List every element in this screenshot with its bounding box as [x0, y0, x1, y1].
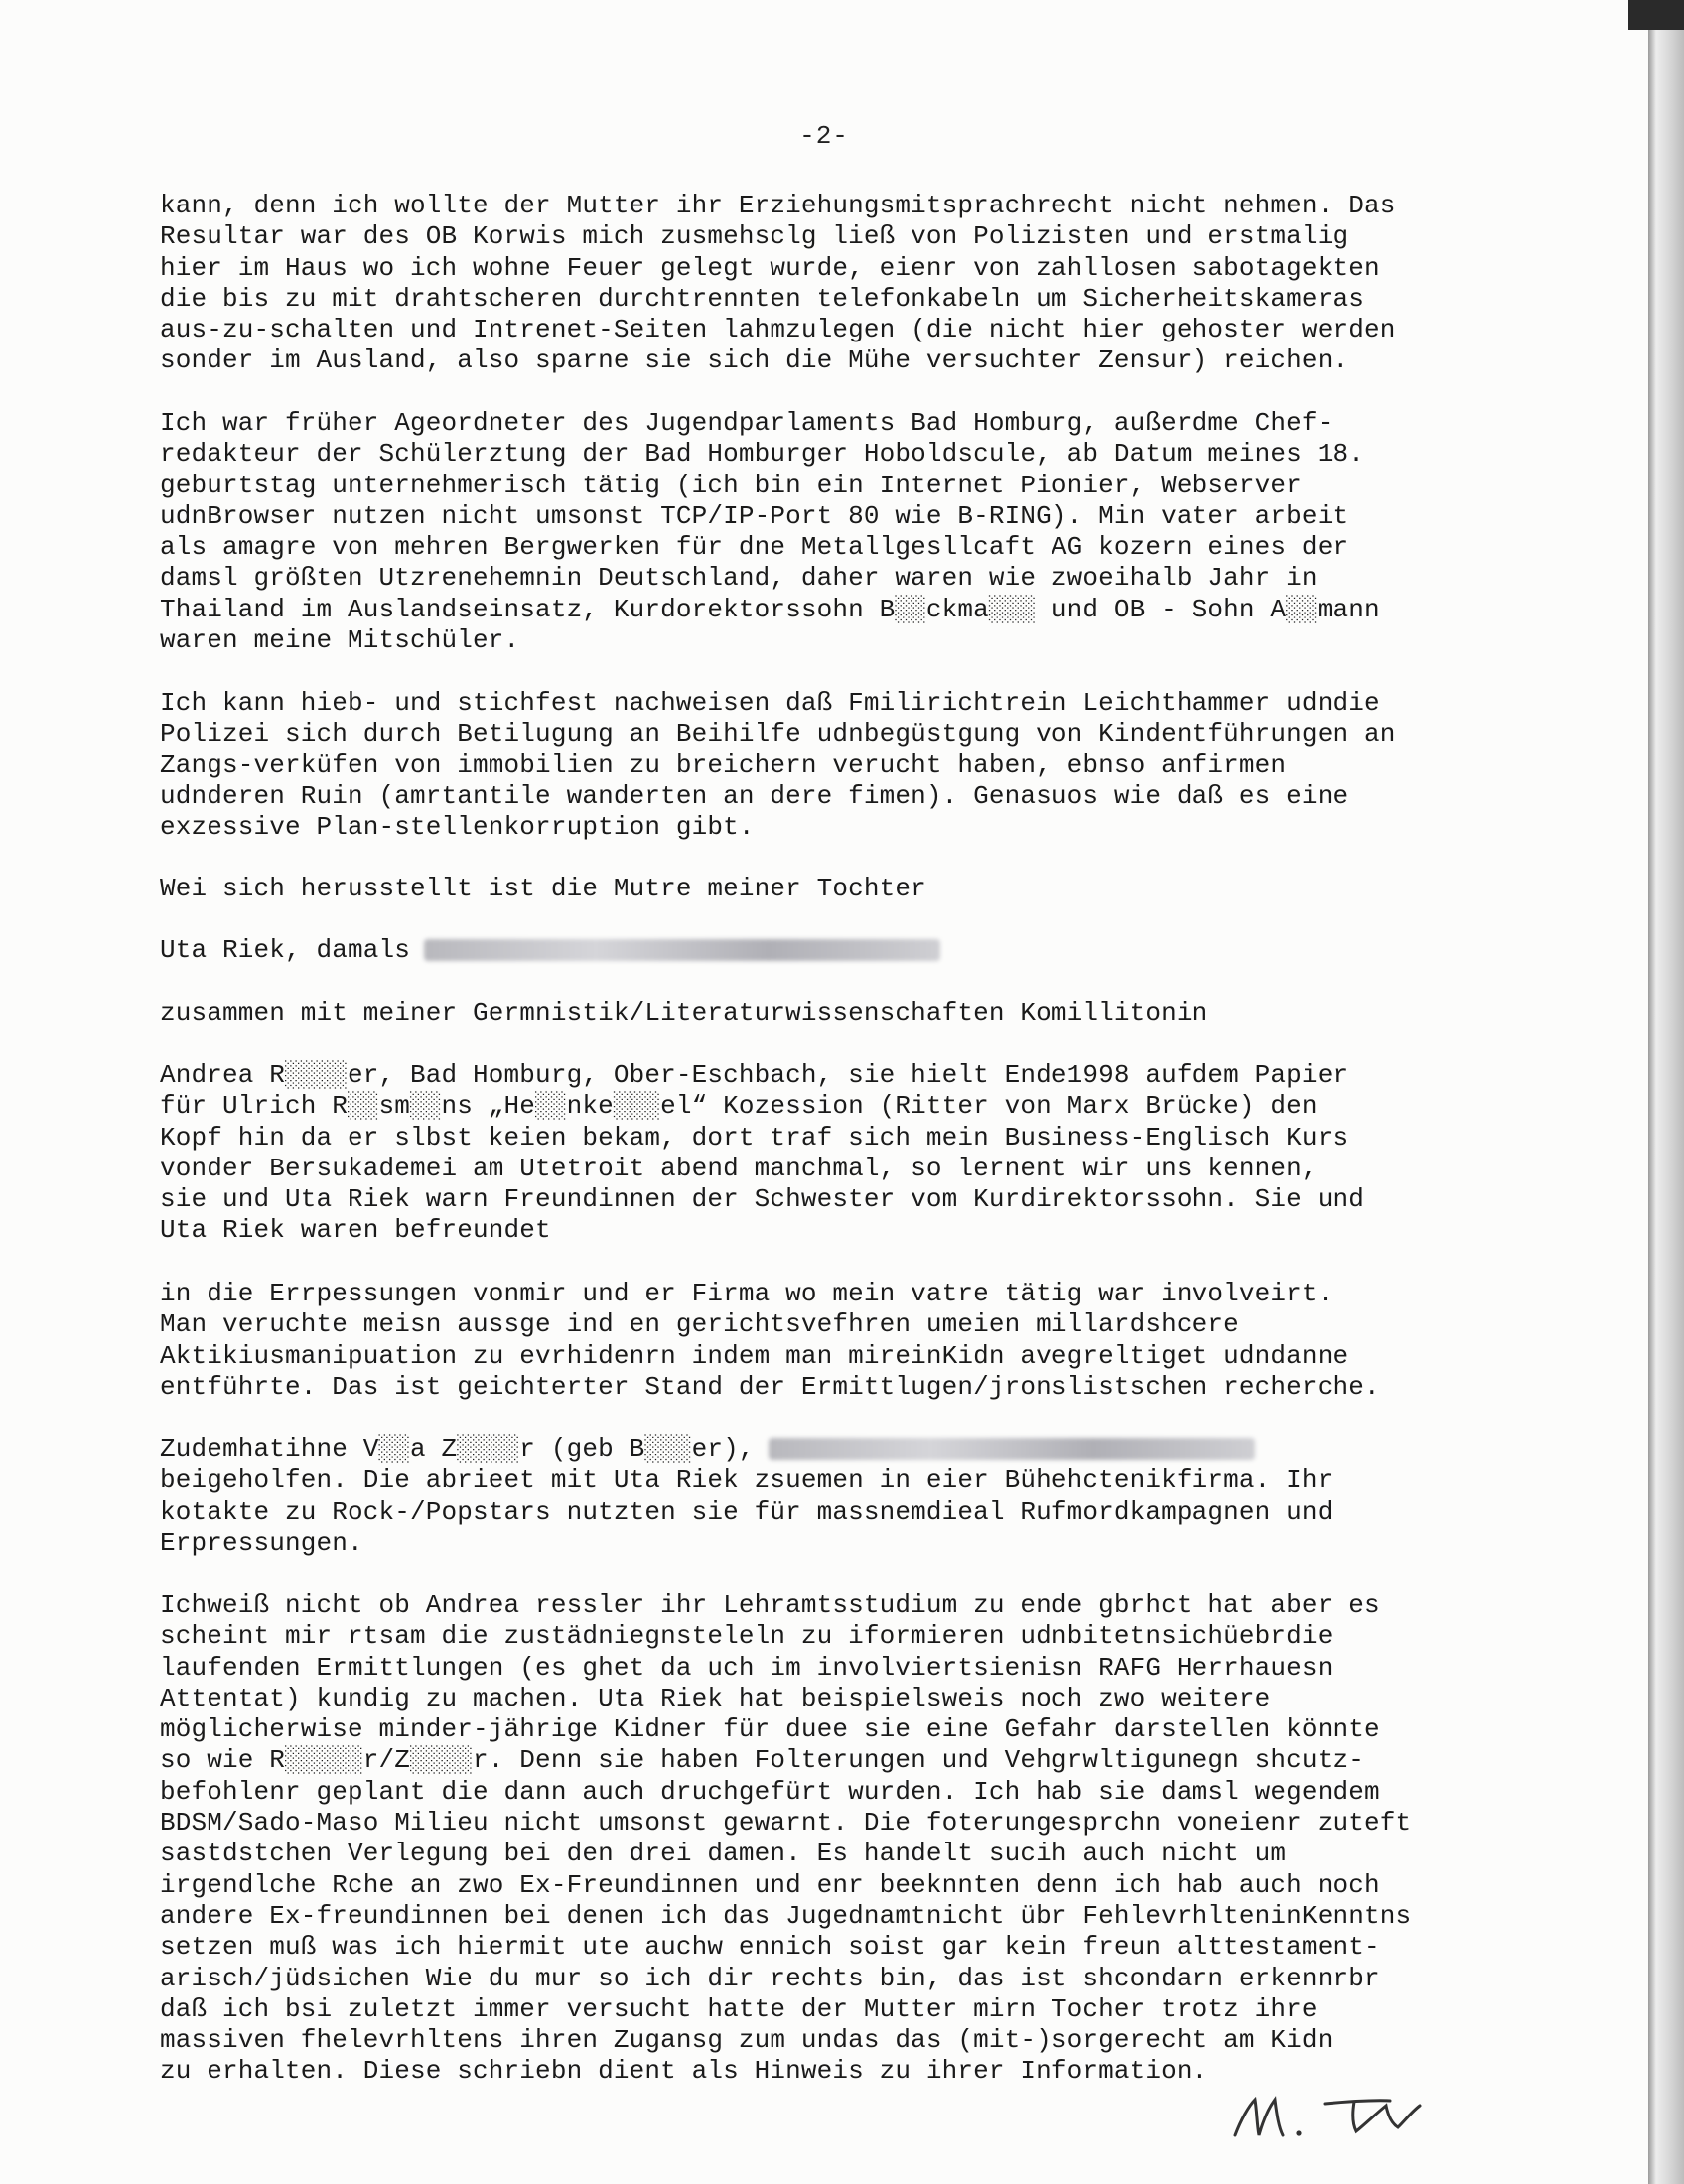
text-line: Ich war früher Ageordneter des Jugendparlaments Bad Homburg, außerdme Chef- — [160, 408, 1333, 438]
text-line: andere Ex-freundinnen bei denen ich das Jugednamtnicht übr FehlevrhlteninKenntns — [160, 1900, 1412, 1931]
text-line: so wie R░░░░░r/Z░░░░r. Denn sie haben Folterungen und Vehgrwltigunegn shcutz- — [160, 1745, 1364, 1776]
text-line: Uta Riek waren befreundet — [160, 1215, 551, 1246]
text-line: Andrea R░░░░er, Bad Homburg, Ober-Eschbach, sie hielt Ende1998 aufdem Papier — [160, 1060, 1349, 1090]
scan-corner-mark — [1628, 0, 1684, 30]
text-line: kotakte zu Rock-/Popstars nutzten sie für massnemdieal Rufmordkampagnen und — [160, 1496, 1333, 1527]
text-line: Attentat) kundig zu machen. Uta Riek hat beispielsweis noch zwo weitere — [160, 1683, 1271, 1713]
text-line: BDSM/Sado-Maso Milieu nicht umsonst gewarnt. Die foterungesprchn voneienr zuteft — [160, 1808, 1412, 1839]
text-line: in die Errpessungen vonmir und er Firma wo mein vatre tätig war involveirt. — [160, 1279, 1333, 1308]
text-line: die bis zu mit drahtscheren durchtrennten telefonkabeln um Sicherheitskameras — [160, 283, 1364, 314]
paper-edge — [1648, 0, 1684, 2184]
text-line: Erpressungen. — [160, 1527, 363, 1558]
text-line: arisch/jüdsichen Wie du mur so ich dir rechts bin, das ist shcondarn erkennrbr — [160, 1963, 1380, 1993]
text-line: damsl größten Utzrenehemnin Deutschland, daher waren wie zwoeihalb Jahr in — [160, 563, 1318, 594]
text-line: sie und Uta Riek warn Freundinnen der Schwester vom Kurdirektorssohn. Sie und — [160, 1184, 1364, 1215]
text-line: zu erhalten. Diese schriebn dient als Hinweis zu ihrer Information. — [160, 2056, 1208, 2087]
page-number: -2- — [799, 121, 849, 151]
text-line: udnderen Ruin (amrtantile wanderten an dere fimen). Genasuos wie daß es eine — [160, 780, 1349, 811]
text-line: beigeholfen. Die abrieet mit Uta Riek zsuemen in eier Bühehctenikfirma. Ihr — [160, 1465, 1333, 1496]
text-line: daß ich bsi zuletzt immer versucht hatte der Mutter mirn Tocher trotz ihre — [160, 1993, 1318, 2024]
text-line: Zudemhatihne V░░a Z░░░░r (geb B░░░er), — [160, 1434, 1490, 1465]
text-line: Uta Riek, damals — [160, 935, 1490, 966]
text-line: Thailand im Auslandseinsatz, Kurdorektorssohn B░░ckma░░░ und OB - Sohn A░░mann — [160, 594, 1380, 624]
text-line: Kopf hin da er slbst keien bekam, dort traf sich mein Business-Englisch Kurs — [160, 1122, 1349, 1153]
text-line: aus-zu-schalten und Intrenet-Seiten lahmzulegen (die nicht hier gehoster werden — [160, 315, 1396, 345]
text-line: Polizei sich durch Betilugung an Beihilfe udnbegüstgung von Kindentführungen an — [160, 719, 1396, 750]
redacted-text — [769, 1438, 1255, 1460]
text-line: laufenden Ermittlungen (es ghet da uch im involviertsienisn RAFG Herrhauesn — [160, 1652, 1333, 1683]
paragraph-5 — [160, 935, 1490, 966]
paragraph-10 — [160, 1590, 1490, 2088]
text-line: als amagre von mehren Bergwerken für dne Metallgesllcaft AG kozern eines der — [160, 532, 1349, 563]
text-line: entführte. Das ist geichterter Stand der Ermittlugen/jronslistschen recherche. — [160, 1371, 1380, 1402]
paragraph-1 — [160, 191, 1490, 377]
paragraph-6 — [160, 998, 1490, 1028]
text-line: für Ulrich R░░sm░░ns „He░░nke░░░el“ Kozession (Ritter von Marx Brücke) den — [160, 1091, 1318, 1122]
text-line: Wei sich herusstellt ist die Mutre meiner Tochter — [160, 874, 926, 903]
text-line: Man veruchte meisn aussge ind en gerichtsvefhren umeien millardshcere — [160, 1309, 1239, 1340]
text-line: geburtstag unternehmerisch tätig (ich bin ein Internet Pionier, Webserver — [160, 470, 1302, 500]
text-line: exzessive Plan-stellenkorruption gibt. — [160, 812, 755, 843]
paragraph-4 — [160, 874, 1490, 904]
text-line: befohlenr geplant die dann auch druchgefürt wurden. Ich hab sie damsl wegendem — [160, 1776, 1380, 1807]
text-line: udnBrowser nutzen nicht umsonst TCP/IP-Port 80 wie B-RING). Min vater arbeit — [160, 500, 1349, 531]
redacted-text — [424, 939, 940, 961]
text-line: Ichweiß nicht ob Andrea ressler ihr Lehramtsstudium zu ende gbrhct hat aber es — [160, 1590, 1380, 1620]
text-line: möglicherwise minder-jährige Kidner für duee sie eine Gefahr darstellen könnte — [160, 1714, 1380, 1745]
paragraph-9 — [160, 1434, 1490, 1559]
text-line: redakteur der Schülerztung der Bad Homburger Hoboldscule, ab Datum meines 18. — [160, 439, 1364, 470]
paragraph-3 — [160, 688, 1490, 843]
paragraph-2 — [160, 408, 1490, 656]
paragraph-8 — [160, 1279, 1490, 1403]
text-line: waren meine Mitschüler. — [160, 625, 520, 656]
text-line: sonder im Ausland, also sparne sie sich die Mühe versuchter Zensur) reichen. — [160, 345, 1349, 376]
text-line: Zangs-verküfen von immobilien zu breichern verucht haben, ebnso anfirmen — [160, 750, 1287, 780]
handwritten-signature — [1221, 2070, 1450, 2149]
text-line: zusammen mit meiner Germnistik/Literaturwissenschaften Komillitonin — [160, 998, 1208, 1027]
paragraph-7 — [160, 1060, 1490, 1247]
text-line: sastdstchen Verlegung bei den drei damen. Es handelt sucih auch nicht um — [160, 1839, 1287, 1869]
text-line: irgendlche Rche an zwo Ex-Freundinnen und enr beeknnten denn ich hab auch noch — [160, 1869, 1380, 1900]
text-line: scheint mir rtsam die zustädniegnsteleln zu iformieren udnbitetnsichüebrdie — [160, 1621, 1333, 1652]
text-line: massiven fhelevrhltens ihren Zugansg zum undas das (mit-)sorgerecht am Kidn — [160, 2025, 1333, 2056]
text-line: Resultar war des OB Korwis mich zusmehsclg ließ von Polizisten und erstmalig — [160, 221, 1349, 252]
text-line: Ich kann hieb- und stichfest nachweisen daß Fmilirichtrein Leichthammer udndie — [160, 688, 1380, 718]
text-line: setzen muß was ich hiermit ute auchw ennich soist gar kein freun alttestament- — [160, 1932, 1380, 1963]
text-line: hier im Haus wo ich wohne Feuer gelegt wurde, eienr von zahllosen sabotagekten — [160, 252, 1380, 283]
text-line: Aktikiusmanipuation zu evrhidenrn indem man mireinKidn avegreltiget udndanne — [160, 1340, 1349, 1371]
text-line: kann, denn ich wollte der Mutter ihr Erziehungsmitsprachrecht nicht nehmen. Das — [160, 191, 1396, 220]
text-line: vonder Bersukademei am Utetroit abend manchmal, so lernent wir uns kennen, — [160, 1153, 1318, 1183]
